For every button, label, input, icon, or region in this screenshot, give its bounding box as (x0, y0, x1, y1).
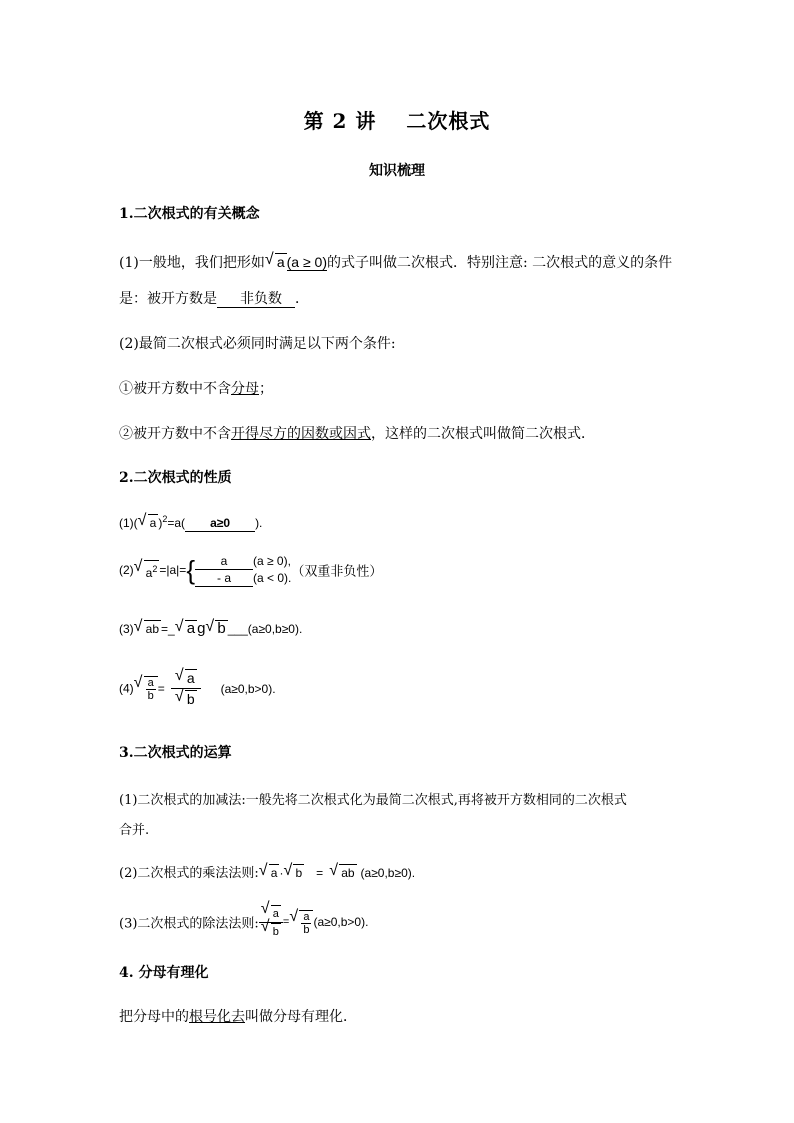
heading-concepts: 1.二次根式的有关概念 (119, 206, 260, 222)
condition-1: ①被开方数中不含分母； (119, 381, 273, 397)
operation-add-sub: (1)二次根式的加减法:一般先将二次根式化为最简二次根式,再将被开方数相同的二次根式 (119, 793, 627, 808)
title-lesson: 第 2 讲 (303, 109, 377, 133)
piecewise-cases: a (a ≥ 0), - a (a < 0). (195, 553, 291, 587)
answer-blank-nonneg: 非负数 (217, 291, 295, 308)
answer-sqrt-quotient: √ a √ b (171, 668, 201, 709)
concept-paragraph-2: 是：被开方数是 非负数 ． (119, 291, 309, 307)
concept-paragraph-1: (1)一般地，我们把形如√ a (a ≥ 0)的式子叫做二次根式．特别注意: 二次根式的意义的条件 (119, 252, 672, 272)
heading-operations: 3.二次根式的运算 (119, 745, 232, 761)
answer-sqrt-product: √ a g√ b (175, 620, 228, 637)
heading-properties: 2.二次根式的性质 (119, 470, 232, 486)
sqrt-a-expression: √ a (265, 253, 287, 270)
condition-2: ②被开方数中不含开得尽方的因数或因式，这样的二次根式叫做简二次根式． (119, 426, 595, 442)
answer-blank-a-nonneg: a≥0 (185, 515, 255, 532)
answer-denominator: 分母 (231, 381, 259, 397)
answer-remove-radical: 根号化去 (189, 1009, 245, 1025)
operation-divide: (3)二次根式的除法法则: √ a √ b = √ $\frac{a}{b}$ (a≥0,b>0). (119, 905, 368, 940)
heading-rationalize: 4. 分母有理化 (119, 965, 209, 981)
cases-brace: { (186, 555, 195, 585)
operation-multiply: (2)二次根式的乘法法则:√ a ·√ b =√ ab (a≥0,b≥0). (119, 862, 415, 881)
title-topic: 二次根式 (406, 109, 491, 133)
section-subtitle: 知识梳理 (369, 163, 425, 179)
operation-add-sub-cont: 合并. (119, 823, 150, 838)
condition-a-nonneg: (a ≥ 0) (286, 254, 327, 270)
answer-perfect-factor: 开得尽方的因数或因式 (231, 426, 371, 442)
property-2: (2)√ $a^2 =|a|=${ a (a ≥ 0), - a (a < 0). （双重非负性） (119, 553, 382, 587)
simplest-radical-intro: (2)最简二次根式必须同时满足以下两个条件: (119, 336, 396, 352)
property-1: (1)(√ a )$^2$=a( a≥0 ). (119, 514, 262, 532)
property-4: (4) √ $\frac{a}{b}$ = √ a √ b (a≥0,b>0). (119, 668, 276, 709)
double-nonneg-note: （双重非负性） (291, 564, 383, 580)
property-3: (3)√ ab =_√ a g√ b ___(a≥0,b≥0). (119, 620, 302, 637)
rationalize-definition: 把分母中的根号化去叫做分母有理化． (119, 1009, 357, 1025)
page-title (0, 105, 794, 134)
